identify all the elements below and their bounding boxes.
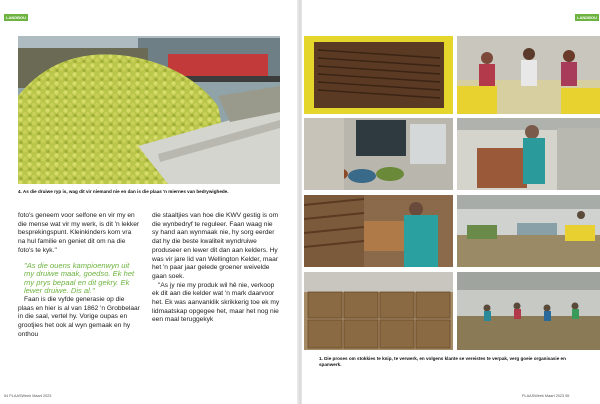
photo-cuttings-crate	[304, 36, 453, 114]
photo-crates-stacked	[304, 272, 453, 350]
photo-cutting-bins	[304, 118, 453, 190]
left-page	[0, 0, 298, 404]
body-paragraph: Faan is die vyfde generasie op die plaas en hier is al van 1862 'n Grobbelaar in die saal, vertel hy. Vorige oupas en grootjies het ook al wyn gemaak en hy onthou	[18, 295, 140, 338]
pull-quote: "As die ouens kampioenwyn uit my druiwe maak, goedso. Ek het my prys bepaal en dit gekry. Ek lewer druiwe. Dis al."	[24, 260, 135, 296]
section-tag-left: LANDBOU	[6, 15, 26, 20]
text-column-b	[152, 212, 280, 325]
text-column-a	[18, 212, 140, 339]
photo-warehouse-team	[457, 272, 600, 350]
photo-worker-bundles	[304, 195, 453, 267]
photo-workers-tables	[457, 36, 600, 114]
grid-caption: 1. Die proses om stokkies te knip, te verwerk, en volgens klante se vereistes te verpak, verg goeie organisasie en spanwerk.	[319, 356, 566, 367]
hero-photo-grapes	[18, 36, 280, 184]
page-folio-left: 54 PLAASWeek Maart 2023	[4, 394, 52, 398]
hero-caption: 4. As die druiwe ryp is, wag dit vir niemand nie en dan is die plaas 'n miernes van bedrywighede.	[18, 189, 229, 194]
photo-worker-sorting	[457, 118, 600, 190]
right-page	[302, 0, 600, 404]
section-tag-right: LANDBOU	[577, 15, 597, 20]
photo-packing-hall	[457, 195, 600, 267]
body-paragraph: "As jy nie my produk wil hê nie, verkoop ek dit aan die kelder wat 'n mark daarvoor het. Ek was aanvanklik skrikkerig toe ek my lidmaatskap opgegee het, maar het nog nie een maal teruggekyk	[152, 281, 280, 324]
page-folio-right: PLAASWeek Maart 2023 55	[522, 394, 570, 398]
body-paragraph: foto's geneem voor selfone en vir my en die mense wat vir my werk, is dit 'n lekker besprekingspunt. Kleinkinders kom vra na hul familie en geniet dit om na die foto's te kyk."	[18, 212, 140, 254]
body-paragraph: die staaltjies van hoe die KWV gestig is om die wynbedryf te reguleer. Faan waag nie sy hand aan wynmaak nie, hy sorg eerder dat hy die beste kwaliteit wyndruiwe produseer en lewer dit dan aan kelders. Hy was vir jare lid van Wellington Kelder, maar het 'n paar jaar gelede groener weivelde gaan soek.	[152, 212, 279, 280]
